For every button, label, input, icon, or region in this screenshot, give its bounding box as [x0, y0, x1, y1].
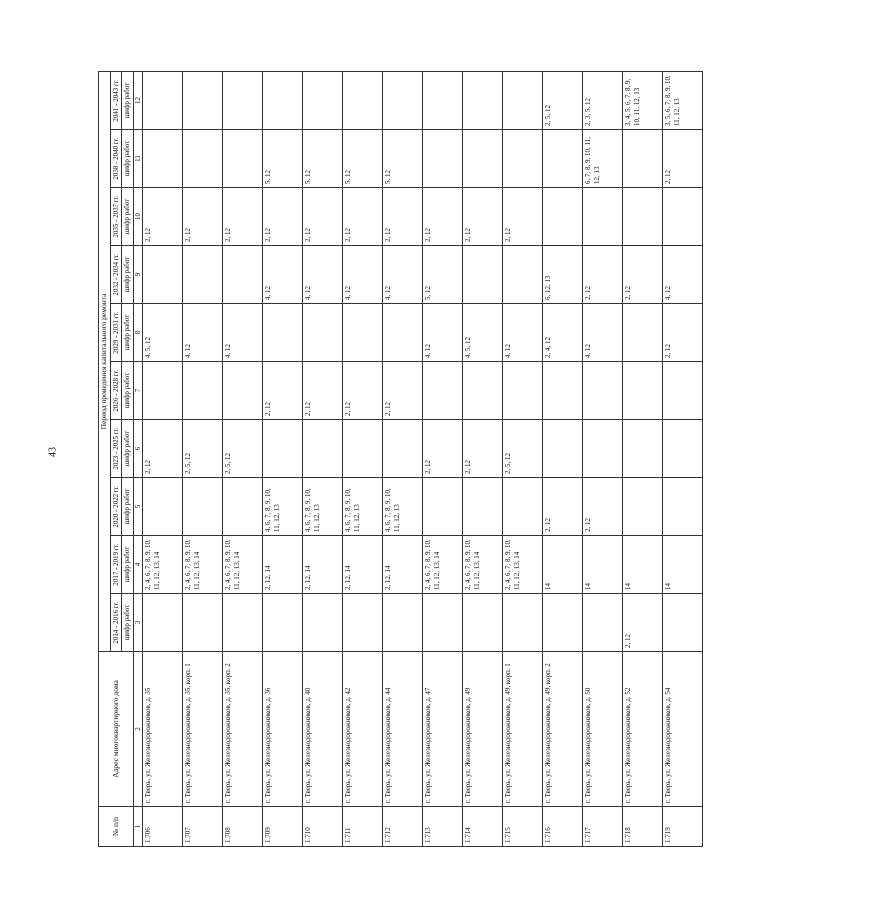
header-sub-7: шифр работ [122, 246, 134, 304]
table-row [663, 71, 703, 846]
row-work-codes [423, 594, 463, 652]
row-work-codes: 2, 12 [623, 246, 663, 304]
row-work-codes [463, 130, 503, 188]
header-period: Период проведения капитального ремонта [99, 71, 111, 651]
row-address: г. Тверь, ул. Железнодорожников, д. 36 [263, 652, 303, 807]
table-row [263, 71, 303, 846]
row-work-codes: 4, 12 [223, 304, 263, 362]
row-work-codes [503, 71, 543, 129]
table-row [623, 71, 663, 846]
row-work-codes: 2, 12 [423, 188, 463, 246]
header-index-3: 3 [133, 594, 143, 652]
row-address: г. Тверь, ул. Железнодорожников, д. 44 [383, 652, 423, 807]
header-sub-6: шифр работ [122, 304, 134, 362]
header-num: № п/п [99, 807, 134, 847]
row-work-codes: 14 [543, 536, 583, 594]
row-work-codes: 5, 12 [383, 130, 423, 188]
row-work-codes: 14 [623, 536, 663, 594]
row-work-codes: 5, 12 [303, 130, 343, 188]
row-work-codes [183, 594, 223, 652]
header-sub-10: шифр работ [122, 71, 134, 129]
row-work-codes [623, 130, 663, 188]
row-work-codes: 2, 12 [183, 188, 223, 246]
row-work-codes: 2, 4, 6, 7, 8, 9, 10, 11, 12, 13, 14 [183, 536, 223, 594]
row-address: г. Тверь, ул. Железнодорожников, д. 54 [663, 652, 703, 807]
row-work-codes: 2, 12 [543, 478, 583, 536]
row-work-codes [663, 362, 703, 420]
row-work-codes: 2, 12 [343, 188, 383, 246]
row-work-codes: 4, 12 [183, 304, 223, 362]
header-index-row [133, 71, 143, 846]
table-row [183, 71, 223, 846]
row-work-codes: 4, 6, 7, 8, 9, 10, 11, 12, 13 [383, 478, 423, 536]
row-work-codes [223, 130, 263, 188]
row-work-codes [383, 71, 423, 129]
row-work-codes: 2, 5, 12 [223, 420, 263, 478]
row-work-codes [543, 594, 583, 652]
header-index-6: 6 [133, 420, 143, 478]
header-index-7: 7 [133, 362, 143, 420]
row-work-codes [143, 71, 183, 129]
row-work-codes [343, 304, 383, 362]
row-work-codes [503, 362, 543, 420]
table-row [583, 71, 623, 846]
row-work-codes [183, 130, 223, 188]
row-work-codes: 6, 12, 13 [543, 246, 583, 304]
row-number: 1.713 [423, 807, 463, 847]
row-number: 1.711 [343, 807, 383, 847]
row-number: 1.714 [463, 807, 503, 847]
header-sub-1: шифр работ [122, 594, 134, 652]
table-row [543, 71, 583, 846]
row-work-codes: 5, 12 [263, 130, 303, 188]
row-work-codes [543, 188, 583, 246]
header-index-1: 1 [133, 807, 143, 847]
row-work-codes: 4, 5, 12 [143, 304, 183, 362]
row-work-codes: 4, 12 [423, 304, 463, 362]
row-work-codes [423, 362, 463, 420]
row-work-codes [343, 71, 383, 129]
row-work-codes [623, 420, 663, 478]
row-work-codes: 2, 12 [223, 188, 263, 246]
row-work-codes: 4, 12 [663, 246, 703, 304]
row-work-codes: 4, 5, 12 [463, 304, 503, 362]
row-work-codes [463, 362, 503, 420]
row-work-codes: 2, 12 [463, 188, 503, 246]
row-work-codes: 5, 12 [343, 130, 383, 188]
row-number: 1.706 [143, 807, 183, 847]
row-work-codes [663, 420, 703, 478]
table-row [303, 71, 343, 846]
header-period-4: 2023 - 2025 гг. [110, 420, 122, 478]
row-work-codes [223, 71, 263, 129]
row-work-codes: 2, 12 [263, 362, 303, 420]
row-work-codes [623, 478, 663, 536]
row-work-codes [183, 71, 223, 129]
header-sub-5: шифр работ [122, 362, 134, 420]
row-work-codes: 4, 12 [503, 304, 543, 362]
row-work-codes [503, 130, 543, 188]
header-period-2: 2017 - 2019 гг. [110, 536, 122, 594]
row-work-codes [343, 594, 383, 652]
row-work-codes: 2, 4, 6, 7, 8, 9, 10, 11, 12, 13, 14 [143, 536, 183, 594]
row-number: 1.709 [263, 807, 303, 847]
row-work-codes: 6, 7, 8, 9, 10, 11, 12, 13 [583, 130, 623, 188]
row-work-codes: 4, 12 [383, 246, 423, 304]
page-number: 43 [47, 447, 59, 457]
row-work-codes [463, 478, 503, 536]
header-index-4: 4 [133, 536, 143, 594]
row-address: г. Тверь, ул. Железнодорожников, д. 47 [423, 652, 463, 807]
row-work-codes [463, 594, 503, 652]
row-work-codes: 3, 4, 5, 6, 7, 8, 9, 10, 11, 12, 13 [623, 71, 663, 129]
table-row [503, 71, 543, 846]
row-number: 1.715 [503, 807, 543, 847]
row-work-codes [143, 478, 183, 536]
header-period-1: 2014 - 2016 гг. [110, 594, 122, 652]
row-work-codes [223, 362, 263, 420]
row-work-codes: 4, 12 [343, 246, 383, 304]
row-work-codes: 14 [583, 536, 623, 594]
row-work-codes [463, 71, 503, 129]
row-work-codes [183, 246, 223, 304]
row-work-codes [423, 71, 463, 129]
row-work-codes [623, 362, 663, 420]
row-address: г. Тверь, ул. Железнодорожников, д. 35, корп. 2 [223, 652, 263, 807]
row-address: г. Тверь, ул. Железнодорожников, д. 40 [303, 652, 343, 807]
row-work-codes [623, 188, 663, 246]
table-row [383, 71, 423, 846]
row-number: 1.719 [663, 807, 703, 847]
row-work-codes [383, 304, 423, 362]
row-work-codes: 2, 12 [583, 478, 623, 536]
row-work-codes: 2, 12 [343, 362, 383, 420]
row-work-codes: 4, 12 [583, 304, 623, 362]
row-work-codes [183, 478, 223, 536]
table-body [143, 71, 703, 846]
header-sub-8: шифр работ [122, 188, 134, 246]
row-work-codes [263, 420, 303, 478]
row-work-codes [303, 304, 343, 362]
row-work-codes [143, 594, 183, 652]
row-work-codes [303, 594, 343, 652]
row-work-codes [223, 594, 263, 652]
header-index-11: 11 [133, 130, 143, 188]
row-work-codes: 2, 12 [143, 188, 183, 246]
row-address: г. Тверь, ул. Железнодорожников, д. 42 [343, 652, 383, 807]
row-work-codes: 2, 4, 6, 7, 8, 9, 10, 11, 12, 13, 14 [463, 536, 503, 594]
row-number: 1.716 [543, 807, 583, 847]
row-work-codes: 2, 12 [663, 130, 703, 188]
row-work-codes: 2, 3, 5, 12 [583, 71, 623, 129]
row-work-codes [143, 130, 183, 188]
row-number: 1.712 [383, 807, 423, 847]
row-work-codes: 4, 12 [263, 246, 303, 304]
header-period-10: 2041 - 2043 гг. [110, 71, 122, 129]
header-index-8: 8 [133, 304, 143, 362]
row-work-codes [223, 246, 263, 304]
row-work-codes [583, 362, 623, 420]
row-work-codes [543, 420, 583, 478]
row-work-codes: 14 [663, 536, 703, 594]
row-work-codes: 4, 6, 7, 8, 9, 10, 11, 12, 13 [343, 478, 383, 536]
row-work-codes: 2, 12 [423, 420, 463, 478]
row-work-codes [343, 420, 383, 478]
row-work-codes: 2, 4, 6, 7, 8, 9, 10, 11, 12, 13, 14 [503, 536, 543, 594]
row-work-codes: 4, 12 [303, 246, 343, 304]
row-number: 1.717 [583, 807, 623, 847]
row-work-codes: 2, 12, 14 [383, 536, 423, 594]
row-work-codes: 5, 12 [423, 246, 463, 304]
row-work-codes [263, 71, 303, 129]
row-work-codes: 2, 12 [143, 420, 183, 478]
row-work-codes [463, 246, 503, 304]
row-work-codes [223, 478, 263, 536]
row-work-codes: 2, 12 [383, 188, 423, 246]
header-sub-3: шифр работ [122, 478, 134, 536]
header-period-6: 2029 - 2031 гг. [110, 304, 122, 362]
row-work-codes [583, 594, 623, 652]
row-work-codes [583, 420, 623, 478]
row-work-codes [303, 71, 343, 129]
header-address: Адрес многоквартирного дома [99, 652, 134, 807]
row-work-codes: 4, 6, 7, 8, 9, 10, 11, 12, 13 [263, 478, 303, 536]
header-sub-2: шифр работ [122, 536, 134, 594]
row-work-codes [423, 130, 463, 188]
row-work-codes: 2, 12, 14 [303, 536, 343, 594]
row-address: г. Тверь, ул. Железнодорожников, д. 50 [583, 652, 623, 807]
row-work-codes [383, 594, 423, 652]
header-index-2: 2 [133, 652, 143, 807]
table-row [463, 71, 503, 846]
header-period-7: 2032 - 2034 гг. [110, 246, 122, 304]
row-number: 1.708 [223, 807, 263, 847]
header-sub-9: шифр работ [122, 130, 134, 188]
row-work-codes [183, 362, 223, 420]
header-period-3: 2020 - 2022 гг. [110, 478, 122, 536]
row-work-codes: 4, 6, 7, 8, 9, 10, 11, 12, 13 [303, 478, 343, 536]
row-work-codes: 2, 12, 14 [343, 536, 383, 594]
row-work-codes [583, 188, 623, 246]
row-work-codes: 2, 4, 12 [543, 304, 583, 362]
row-work-codes [543, 362, 583, 420]
row-address: г. Тверь, ул. Железнодорожников, д. 49, корп. 2 [543, 652, 583, 807]
row-number: 1.718 [623, 807, 663, 847]
row-work-codes: 2, 5, 12 [543, 71, 583, 129]
header-index-12: 12 [133, 71, 143, 129]
row-work-codes [143, 362, 183, 420]
header-sub-4: шифр работ [122, 420, 134, 478]
row-number: 1.707 [183, 807, 223, 847]
row-work-codes: 2, 12 [303, 362, 343, 420]
row-address: г. Тверь, ул. Железнодорожников, д. 35, корп. 1 [183, 652, 223, 807]
table-row [343, 71, 383, 846]
header-period-8: 2035 - 2037 гг. [110, 188, 122, 246]
row-work-codes [263, 594, 303, 652]
row-work-codes: 2, 12, 14 [263, 536, 303, 594]
row-work-codes: 2, 12 [583, 246, 623, 304]
row-work-codes: 2, 12 [663, 304, 703, 362]
header-index-5: 5 [133, 478, 143, 536]
row-work-codes: 2, 12 [263, 188, 303, 246]
row-work-codes [503, 246, 543, 304]
header-index-9: 9 [133, 246, 143, 304]
row-work-codes [423, 478, 463, 536]
header-period-5: 2026 - 2028 гг. [110, 362, 122, 420]
row-work-codes [543, 130, 583, 188]
repair-schedule-table [98, 72, 703, 847]
row-work-codes [663, 478, 703, 536]
row-work-codes [663, 594, 703, 652]
row-work-codes: 3, 5, 6, 7, 8, 9, 10, 11, 12, 13 [663, 71, 703, 129]
row-work-codes [623, 304, 663, 362]
table-row [143, 71, 183, 846]
row-address: г. Тверь, ул. Железнодорожников, д. 49 [463, 652, 503, 807]
row-work-codes [503, 478, 543, 536]
row-work-codes [303, 420, 343, 478]
row-work-codes: 2, 12 [303, 188, 343, 246]
row-address: г. Тверь, ул. Железнодорожников, д. 49, корп. 1 [503, 652, 543, 807]
table-row [423, 71, 463, 846]
row-work-codes [663, 188, 703, 246]
row-work-codes [503, 594, 543, 652]
header-period-9: 2038 - 2040 гг. [110, 130, 122, 188]
table-row [223, 71, 263, 846]
row-work-codes: 2, 12 [623, 594, 663, 652]
row-work-codes: 2, 5, 12 [503, 420, 543, 478]
row-work-codes [263, 304, 303, 362]
header-index-10: 10 [133, 188, 143, 246]
row-work-codes [143, 246, 183, 304]
row-address: г. Тверь, ул. Железнодорожников, д. 35 [143, 652, 183, 807]
row-address: г. Тверь, ул. Железнодорожников, д. 52 [623, 652, 663, 807]
row-work-codes: 2, 12 [463, 420, 503, 478]
row-number: 1.710 [303, 807, 343, 847]
row-work-codes: 2, 12 [503, 188, 543, 246]
row-work-codes: 2, 4, 6, 7, 8, 9, 10, 11, 12, 13, 14 [223, 536, 263, 594]
row-work-codes: 2, 5, 12 [183, 420, 223, 478]
row-work-codes: 2, 12 [383, 362, 423, 420]
row-work-codes [383, 420, 423, 478]
row-work-codes: 2, 4, 6, 7, 8, 9, 10, 11, 12, 13, 14 [423, 536, 463, 594]
